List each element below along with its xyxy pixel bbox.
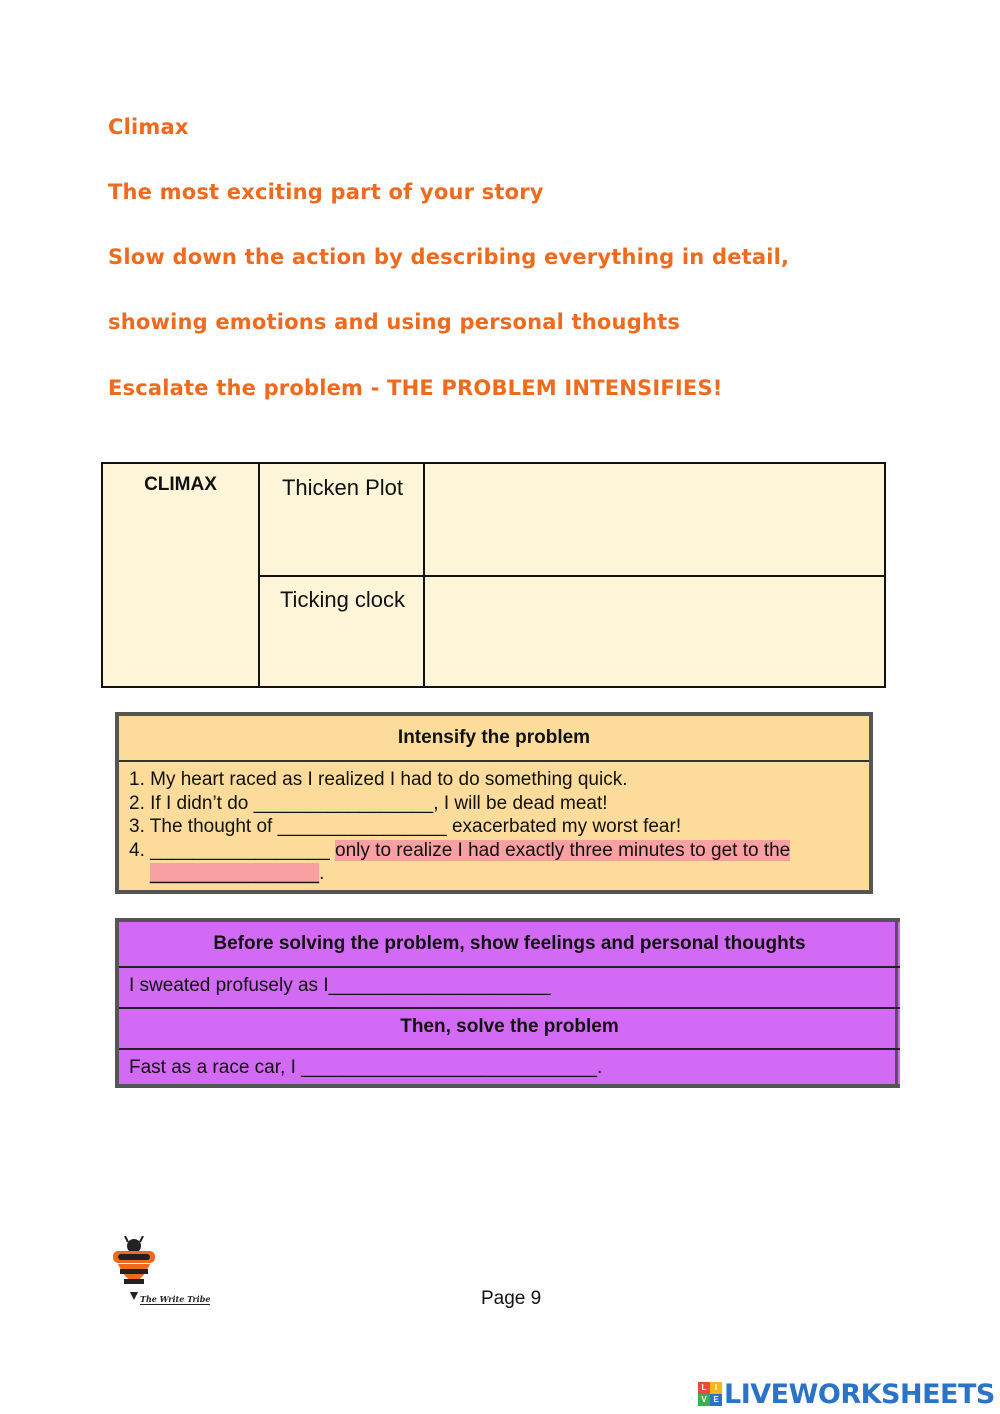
line-5-highlight: ________________ [150, 863, 320, 884]
liveworksheets-icon [698, 1382, 722, 1406]
intensify-line-4 [129, 839, 790, 863]
lw-icon-i: I [710, 1382, 722, 1394]
heading-most-exciting: The most exciting part of your story [108, 180, 544, 204]
sweated-row: I sweated profusely as I_____________________ [129, 975, 551, 996]
liveworksheets-brand[interactable] [698, 1374, 995, 1414]
climax-row-divider [260, 575, 884, 577]
lw-icon-l: L [698, 1382, 710, 1394]
intensify-line-1: 1. My heart raced as I realized I had to do something quick. [129, 769, 628, 790]
feelings-header: Before solving the problem, show feelings and personal thoughts [213, 933, 806, 954]
ticking-clock-answer-field[interactable] [427, 580, 882, 684]
solve-header: Then, solve the problem [400, 1016, 619, 1037]
logo-text: The Write Tribe [140, 1294, 211, 1304]
intensify-box [115, 712, 873, 894]
ticking-clock-label: Ticking clock [279, 587, 406, 612]
climax-label-cell [103, 464, 260, 686]
write-tribe-logo [108, 1236, 218, 1312]
feelings-table [115, 918, 900, 1088]
race-car-row: Fast as a race car, I ____________________________. [129, 1057, 603, 1078]
intensify-title: Intensify the problem [119, 716, 869, 762]
intensify-lines [129, 768, 790, 886]
intensify-line-3: 3. The thought of ________________ exacerbated my worst fear! [129, 816, 682, 837]
line-4-highlight: only to realize I had exactly three minutes to get to the [335, 839, 791, 861]
liveworksheets-text: LIVEWORKSHEETS [724, 1378, 995, 1410]
line-4-start: 4. _________________ [129, 839, 336, 861]
thicken-plot-answer-field[interactable] [427, 466, 882, 572]
climax-label: CLIMAX [144, 474, 217, 495]
lw-icon-v: V [698, 1394, 710, 1406]
heading-showing-emotions: showing emotions and using personal thoughts [108, 310, 681, 334]
intensify-line-2: 2. If I didn’t do _________________, I will be dead meat! [129, 792, 608, 814]
heading-escalate: Escalate the problem - THE PROBLEM INTENSIFIES! [108, 376, 723, 400]
thicken-plot-label: Thicken Plot [281, 475, 404, 500]
heading-climax: Climax [108, 115, 189, 139]
lw-icon-e: E [710, 1394, 722, 1406]
page-number: Page 9 [481, 1288, 542, 1309]
intensify-line-5 [129, 862, 790, 886]
heading-slow-down: Slow down the action by describing everything in detail, [108, 245, 790, 269]
climax-table [101, 462, 886, 688]
line-5-end: . [319, 863, 325, 884]
